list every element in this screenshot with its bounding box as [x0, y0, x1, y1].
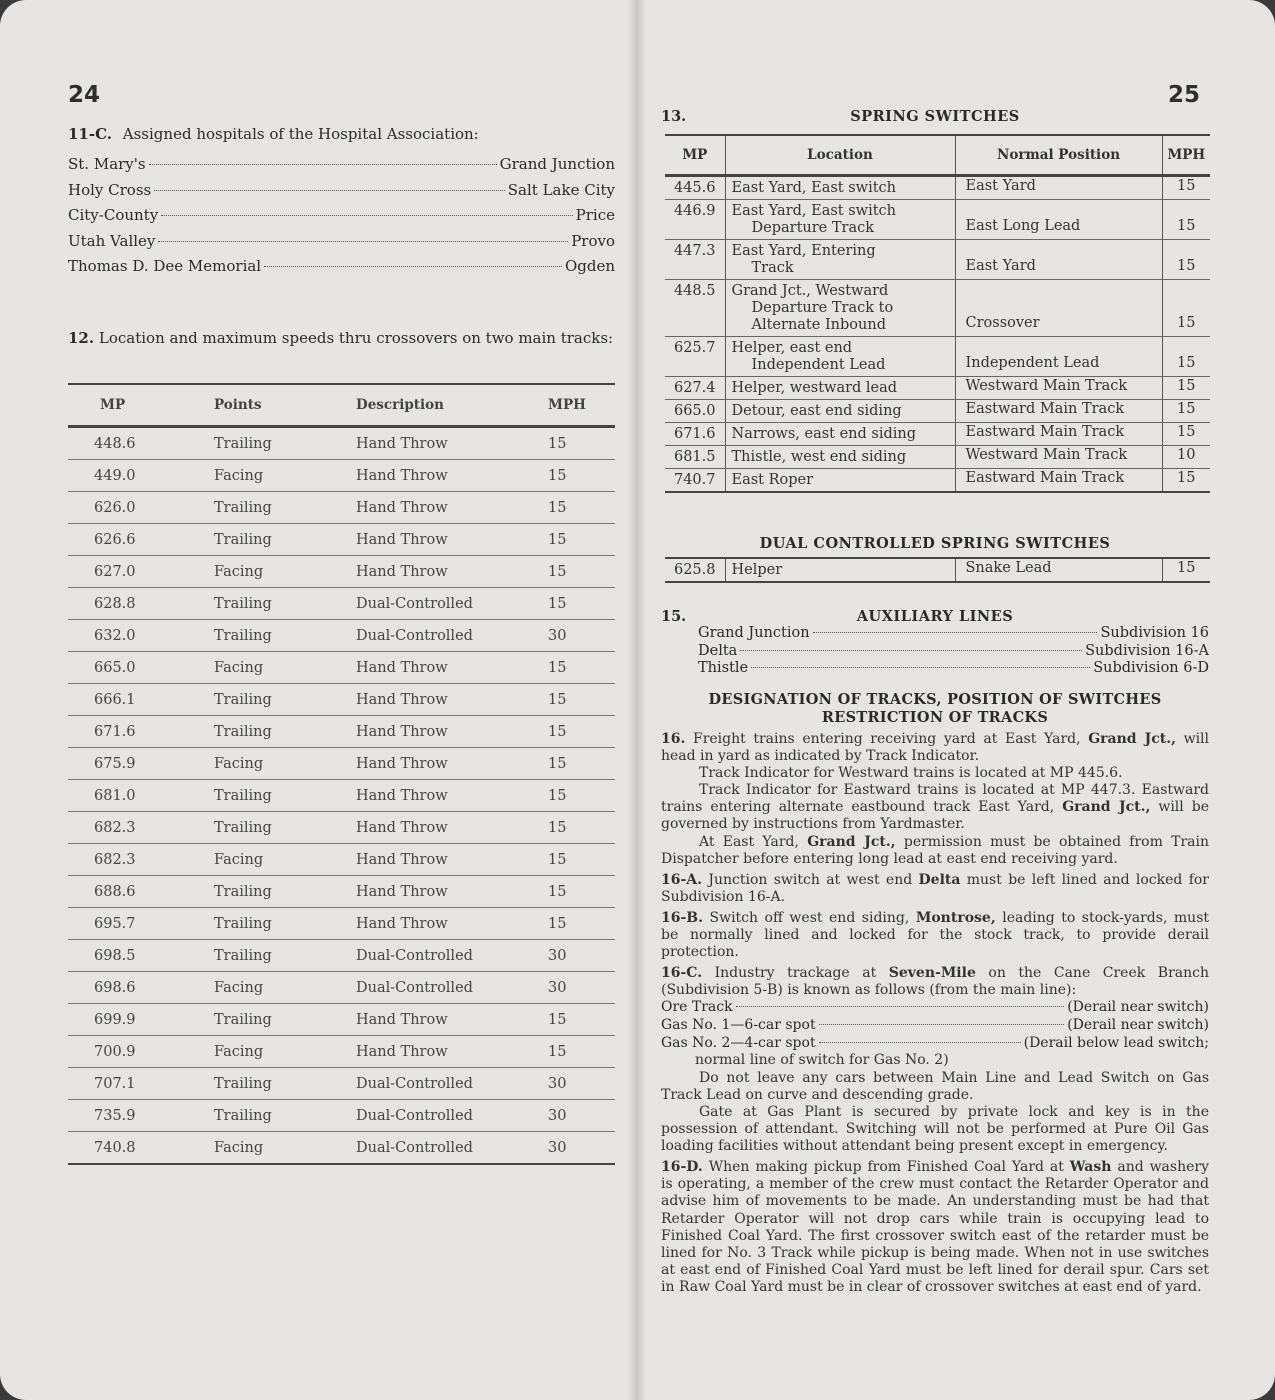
location-cell: [725, 469, 955, 493]
description-cell: Hand Throw: [354, 652, 534, 684]
description-cell: Hand Throw: [354, 780, 534, 812]
location-line: Detour, east end siding: [731, 403, 902, 419]
table-row: [68, 427, 615, 460]
table-header-row: [665, 135, 1210, 176]
mph-cell: 15: [1162, 280, 1210, 337]
description-cell: Dual-Controlled: [354, 620, 534, 652]
mp-cell: 688.6: [68, 876, 204, 908]
column-header: MP: [68, 384, 204, 427]
mp-cell: 681.0: [68, 780, 204, 812]
table-row: [665, 423, 1210, 446]
location-line: East Yard, East switch: [731, 203, 897, 219]
mp-cell: 707.1: [68, 1068, 204, 1100]
table-row: [68, 684, 615, 716]
mp-cell: 628.8: [68, 588, 204, 620]
location-line: Departure Track: [751, 220, 875, 236]
bold-text: Delta: [918, 871, 961, 888]
mph-cell: 15: [534, 812, 615, 844]
mp-cell: 735.9: [68, 1100, 204, 1132]
location-cell: [725, 446, 955, 469]
text-run: permission must be obtained from Train Dispatcher before entering long lead at east end receiving yard.: [661, 833, 1209, 867]
mp-cell: 682.3: [68, 844, 204, 876]
points-cell: Facing: [204, 460, 354, 492]
normal-position-cell: Independent Lead: [955, 337, 1162, 377]
mph-cell: 15: [534, 908, 615, 940]
table-row: [68, 1036, 615, 1068]
table-row: [665, 558, 1210, 582]
spring-switches-table: [665, 134, 1210, 493]
mp-cell: 445.6: [665, 176, 725, 200]
description-cell: Dual-Controlled: [354, 588, 534, 620]
mp-cell: 675.9: [68, 748, 204, 780]
table-row: [665, 280, 1210, 337]
dual-switches-table: [665, 557, 1210, 583]
paragraph-16b: [661, 910, 1209, 961]
track-note: normal line of switch for Gas No. 2): [695, 1052, 949, 1069]
description-cell: Hand Throw: [354, 684, 534, 716]
normal-position-cell: Westward Main Track: [955, 446, 1162, 469]
paragraph: Track Indicator for Westward trains is located at MP 445.6.: [699, 765, 1123, 782]
mp-cell: 447.3: [665, 240, 725, 280]
description-cell: Hand Throw: [354, 460, 534, 492]
bold-text: Wash: [1069, 1159, 1112, 1176]
mph-cell: 15: [1162, 423, 1210, 446]
hospital-entry: Holy Cross Salt Lake City: [68, 180, 615, 199]
table-row: [68, 780, 615, 812]
normal-position-cell: Eastward Main Track: [955, 423, 1162, 446]
table-row: [665, 176, 1210, 200]
points-cell: Trailing: [204, 524, 354, 556]
points-cell: Facing: [204, 972, 354, 1004]
mp-cell: 698.6: [68, 972, 204, 1004]
description-cell: Hand Throw: [354, 1004, 534, 1036]
mp-cell: 740.8: [68, 1132, 204, 1165]
points-cell: Trailing: [204, 620, 354, 652]
text-run: Switch off west end siding,: [703, 909, 916, 926]
mph-cell: 15: [534, 652, 615, 684]
mp-cell: 448.5: [665, 280, 725, 337]
table-row: [68, 972, 615, 1004]
location-line: Alternate Inbound: [751, 317, 886, 333]
mph-cell: 15: [1162, 469, 1210, 493]
text-run: will head in yard as indicated by Track Indicator.: [661, 731, 1209, 765]
mph-cell: 15: [534, 844, 615, 876]
table-row: [68, 1132, 615, 1165]
location-cell: [725, 377, 955, 400]
mph-cell: 15: [1162, 176, 1210, 200]
table-row: [665, 469, 1210, 493]
spring-heading: 13. SPRING SWITCHES: [661, 108, 1209, 125]
bold-text: Grand Jct.,: [1088, 731, 1176, 747]
column-header: MPH: [534, 384, 615, 427]
description-cell: Hand Throw: [354, 844, 534, 876]
text-run: Junction switch at west end: [702, 871, 919, 888]
hospital-entry: Utah Valley Provo: [68, 231, 615, 250]
heading-text: Assigned hospitals of the Hospital Association:: [122, 125, 479, 143]
mph-cell: 15: [1162, 400, 1210, 423]
mp-cell: 698.5: [68, 940, 204, 972]
aux-entry: Thistle Subdivision 6-D: [698, 660, 1209, 676]
normal-position-cell: East Yard: [955, 176, 1162, 200]
section-number: 11-C.: [68, 125, 112, 143]
mp-cell: 699.9: [68, 1004, 204, 1036]
description-cell: Hand Throw: [354, 716, 534, 748]
description-cell: Hand Throw: [354, 524, 534, 556]
points-cell: Trailing: [204, 876, 354, 908]
normal-position-cell: East Long Lead: [955, 200, 1162, 240]
points-cell: Trailing: [204, 812, 354, 844]
text-run: must be left lined and locked for Subdivision 16-A.: [661, 871, 1209, 905]
normal-position-cell: Eastward Main Track: [955, 469, 1162, 493]
description-cell: Dual-Controlled: [354, 1100, 534, 1132]
mp-cell: 671.6: [665, 423, 725, 446]
mph-cell: 15: [534, 1036, 615, 1068]
mph-cell: 15: [534, 556, 615, 588]
page-number: 24: [68, 82, 101, 108]
mph-cell: 30: [534, 1100, 615, 1132]
mp-cell: 448.6: [68, 427, 204, 460]
table-row: [68, 876, 615, 908]
mp-cell: 632.0: [68, 620, 204, 652]
column-header: Points: [204, 384, 354, 427]
crossover-table: [68, 383, 615, 1165]
mph-cell: 30: [534, 972, 615, 1004]
table-row: [665, 200, 1210, 240]
bold-text: 16-A.: [661, 871, 703, 888]
location-line: Narrows, east end siding: [731, 426, 917, 442]
column-header: MP: [665, 135, 725, 176]
mph-cell: 30: [534, 940, 615, 972]
description-cell: Hand Throw: [354, 908, 534, 940]
description-cell: Dual-Controlled: [354, 940, 534, 972]
mph-cell: 15: [534, 524, 615, 556]
description-cell: Hand Throw: [354, 492, 534, 524]
hospital-entry: City-County Price: [68, 206, 615, 224]
table-row: [665, 377, 1210, 400]
description-cell: Dual-Controlled: [354, 972, 534, 1004]
table-row: [68, 492, 615, 524]
points-cell: Facing: [204, 652, 354, 684]
mp-cell: 626.6: [68, 524, 204, 556]
table-row: [68, 1068, 615, 1100]
location-cell: [725, 423, 955, 446]
mp-cell: 666.1: [68, 684, 204, 716]
paragraph-16c: [661, 965, 1209, 999]
mp-cell: 682.3: [68, 812, 204, 844]
hospital-entry: Thomas D. Dee Memorial Ogden: [68, 257, 615, 275]
mp-cell: 695.7: [68, 908, 204, 940]
points-cell: Trailing: [204, 908, 354, 940]
points-cell: Trailing: [204, 1100, 354, 1132]
location-cell: [725, 280, 955, 337]
mp-cell: 665.0: [665, 400, 725, 423]
location-cell: [725, 337, 955, 377]
mph-cell: 15: [534, 716, 615, 748]
location-line: Helper: [731, 562, 783, 578]
description-cell: Hand Throw: [354, 1036, 534, 1068]
points-cell: Facing: [204, 844, 354, 876]
column-header: Description: [354, 384, 534, 427]
mph-cell: 30: [534, 1068, 615, 1100]
description-cell: Hand Throw: [354, 812, 534, 844]
bold-text: 16-C.: [661, 965, 703, 982]
track-entry: Ore Track (Derail near switch): [661, 999, 1209, 1016]
mph-cell: 30: [534, 1132, 615, 1165]
location-cell: [725, 240, 955, 280]
mp-cell: 627.0: [68, 556, 204, 588]
normal-position-cell: Crossover: [955, 280, 1162, 337]
crossover-heading: 12. Location and maximum speeds thru crossovers on two main tracks:: [68, 329, 614, 347]
bold-text: Montrose,: [915, 909, 996, 926]
text-run: At East Yard,: [699, 833, 808, 850]
page-gutter: [628, 0, 646, 1400]
location-line: Thistle, west end siding: [731, 449, 907, 465]
points-cell: Trailing: [204, 940, 354, 972]
points-cell: Facing: [204, 556, 354, 588]
mp-cell: 627.4: [665, 377, 725, 400]
table-row: [68, 524, 615, 556]
designation-body: [661, 731, 1209, 1296]
table-row: [68, 652, 615, 684]
points-cell: Trailing: [204, 780, 354, 812]
location-line: Track: [751, 260, 794, 276]
aux-entry: Grand Junction Subdivision 16: [698, 625, 1209, 641]
mph-cell: 15: [534, 492, 615, 524]
location-line: Departure Track to: [751, 300, 894, 316]
aux-list: [698, 625, 1209, 678]
mph-cell: 15: [1162, 240, 1210, 280]
mp-cell: 700.9: [68, 1036, 204, 1068]
text-run: leading to stock-yards, must be normally lined and locked for the stock track, to provide derail protection.: [661, 909, 1210, 961]
table-row: [68, 556, 615, 588]
table-row: [68, 812, 615, 844]
points-cell: Trailing: [204, 492, 354, 524]
table-row: [68, 748, 615, 780]
designation-heading: DESIGNATION OF TRACKS, POSITION OF SWITCHES RESTRICTION OF TRACKS: [708, 691, 1162, 726]
normal-position-cell: Westward Main Track: [955, 377, 1162, 400]
hospitals-heading: [68, 125, 615, 143]
mph-cell: 15: [534, 684, 615, 716]
industry-track-list: [661, 999, 1209, 1069]
description-cell: Hand Throw: [354, 748, 534, 780]
text-run: When making pickup from Finished Coal Yard at: [702, 1159, 1070, 1176]
mph-cell: 15: [534, 427, 615, 460]
table-row: [68, 588, 615, 620]
paragraph: [661, 782, 1209, 833]
mp-cell: 625.7: [665, 337, 725, 377]
paragraph: Gate at Gas Plant is secured by private lock and key is in the possession of attendant. Switching will not be performed at Pure Oil Gas loading facilities without attendant being present except in emergency.: [661, 1103, 1209, 1155]
points-cell: Facing: [204, 1132, 354, 1165]
table-row: [68, 844, 615, 876]
table-row: [665, 446, 1210, 469]
normal-position-cell: Snake Lead: [955, 558, 1162, 582]
hospital-list: [68, 155, 615, 283]
mp-cell: 446.9: [665, 200, 725, 240]
location-line: Independent Lead: [751, 357, 886, 373]
mp-cell: 740.7: [665, 469, 725, 493]
aux-heading: 15. AUXILIARY LINES: [661, 608, 1209, 625]
table-row: [665, 337, 1210, 377]
location-line: Helper, westward lead: [731, 380, 898, 396]
points-cell: Trailing: [204, 1068, 354, 1100]
description-cell: Hand Throw: [354, 427, 534, 460]
description-cell: Dual-Controlled: [354, 1068, 534, 1100]
aux-entry: Delta Subdivision 16-A: [698, 642, 1209, 659]
table-row: [68, 460, 615, 492]
mp-cell: 626.0: [68, 492, 204, 524]
bold-text: Grand Jct.,: [1062, 799, 1151, 816]
section-title: SPRING SWITCHES: [850, 108, 1020, 125]
paragraph: Do not leave any cars between Main Line and Lead Switch on Gas Track Lead on curve and descending grade.: [661, 1069, 1209, 1103]
paragraph-16d: [661, 1159, 1209, 1296]
page-number: 25: [1168, 82, 1201, 108]
mp-cell: 671.6: [68, 716, 204, 748]
section-title: DUAL CONTROLLED SPRING SWITCHES: [759, 535, 1111, 552]
table-row: [68, 716, 615, 748]
mp-cell: 625.8: [665, 558, 725, 582]
normal-position-cell: East Yard: [955, 240, 1162, 280]
description-cell: Hand Throw: [354, 876, 534, 908]
table-row: [68, 1100, 615, 1132]
text-run: Track Indicator for Eastward trains is located at MP 447.3. Eastward trains entering alternate eastbound track East Yard,: [661, 782, 1209, 816]
location-cell: [725, 200, 955, 240]
points-cell: Trailing: [204, 1004, 354, 1036]
mp-cell: 665.0: [68, 652, 204, 684]
location-cell: [725, 176, 955, 200]
hospital-entry: St. Mary's Grand Junction: [68, 155, 615, 173]
points-cell: Trailing: [204, 716, 354, 748]
text-run: on the Cane Creek Branch (Subdivision 5-B) is known as follows (from the main line):: [661, 965, 1209, 999]
location-line: East Roper: [731, 472, 814, 488]
left-page: [0, 0, 637, 1400]
points-cell: Trailing: [204, 588, 354, 620]
column-header: Location: [725, 135, 955, 176]
mph-cell: 30: [534, 620, 615, 652]
track-entry: Gas No. 2—4-car spot (Derail below lead switch;: [661, 1034, 1209, 1051]
table-row: [665, 400, 1210, 423]
points-cell: Trailing: [204, 427, 354, 460]
mph-cell: 15: [1162, 200, 1210, 240]
bold-text: Seven-Mile: [888, 965, 976, 982]
mp-cell: 449.0: [68, 460, 204, 492]
mph-cell: 15: [534, 460, 615, 492]
normal-position-cell: Eastward Main Track: [955, 400, 1162, 423]
paragraph-16: [661, 731, 1209, 765]
text-run: Freight trains entering receiving yard at East Yard,: [685, 731, 1089, 747]
location-cell: [725, 400, 955, 423]
mph-cell: 15: [534, 780, 615, 812]
table-row: [68, 1004, 615, 1036]
table-row: [68, 940, 615, 972]
table-row: [665, 240, 1210, 280]
location-line: East Yard, East switch: [731, 180, 897, 196]
mph-cell: 15: [534, 588, 615, 620]
points-cell: Facing: [204, 748, 354, 780]
points-cell: Trailing: [204, 684, 354, 716]
bold-text: 16-B.: [661, 909, 703, 926]
mph-cell: 10: [1162, 446, 1210, 469]
location-line: Grand Jct., Westward: [731, 283, 889, 299]
mph-cell: 15: [534, 876, 615, 908]
paragraph: [661, 834, 1209, 868]
bold-text: 16-D.: [661, 1159, 703, 1176]
text-run: and washery is operating, a member of the crew must contact the Retarder Operator and advise him of movements to be made. An understanding must be had that Retarder Operator will not drop cars while train is occupying lead to Finished Coal Yard. The first crossover switch east of the retarder must be lined for No. 3 Track while pickup is being made. When not in use switches at east end of Finished Coal Yard must be left lined for derail spur. Cars set in Raw Coal Yard must be in clear of crossover switches at east end of yard.: [661, 1159, 1209, 1295]
description-cell: Hand Throw: [354, 556, 534, 588]
points-cell: Facing: [204, 1036, 354, 1068]
mp-cell: 681.5: [665, 446, 725, 469]
text-run: will be governed by instructions from Yardmaster.: [661, 799, 1209, 833]
table-row: [68, 620, 615, 652]
bold-text: 16.: [661, 731, 686, 747]
location-line: Helper, east end: [731, 340, 853, 356]
column-header: MPH: [1162, 135, 1210, 176]
mph-cell: 15: [1162, 377, 1210, 400]
mph-cell: 15: [534, 748, 615, 780]
section-title: AUXILIARY LINES: [856, 608, 1014, 625]
column-header: Normal Position: [955, 135, 1162, 176]
description-cell: Dual-Controlled: [354, 1132, 534, 1165]
table-header-row: [68, 384, 615, 427]
track-entry: Gas No. 1—6-car spot (Derail near switch): [661, 1017, 1209, 1033]
location-line: East Yard, Entering: [731, 243, 876, 259]
text-run: Industry trackage at: [702, 965, 889, 982]
bold-text: Grand Jct.,: [807, 833, 896, 850]
paragraph-16a: [661, 872, 1209, 906]
mph-cell: 15: [1162, 558, 1210, 582]
mph-cell: 15: [534, 1004, 615, 1036]
location-cell: [725, 558, 955, 582]
mph-cell: 15: [1162, 337, 1210, 377]
table-row: [68, 908, 615, 940]
